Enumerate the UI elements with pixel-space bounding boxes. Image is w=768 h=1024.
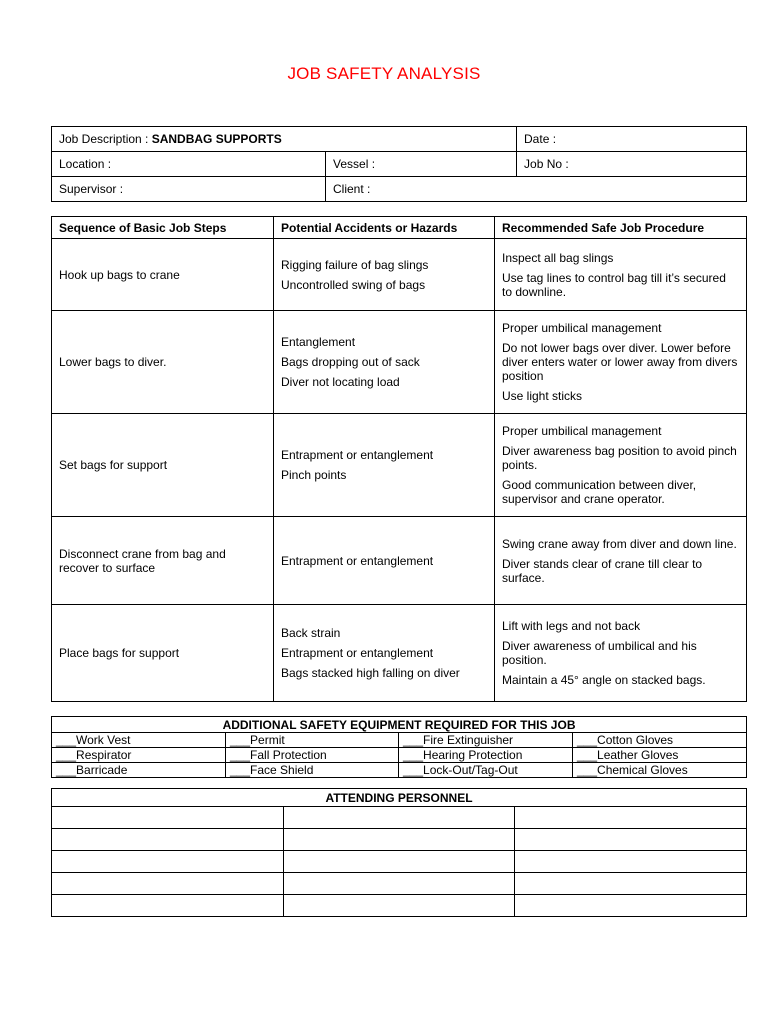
procedure-item: Diver awareness bag position to avoid pinch points. [502, 444, 737, 472]
hazard-item: Entrapment or entanglement [281, 646, 434, 660]
procedure-item: Diver stands clear of crane till clear to surface. [502, 556, 703, 585]
personnel-cell[interactable] [284, 873, 515, 895]
procedure-item: Inspect all bag slings [502, 250, 614, 265]
attending-personnel-table [51, 788, 747, 917]
personnel-cell[interactable] [52, 873, 284, 895]
job-description-label: Job Description : [59, 132, 149, 146]
equipment-item-barricade[interactable]: ___Barricade [52, 763, 226, 778]
job-description-value: SANDBAG SUPPORTS [151, 132, 282, 146]
hazard-item: Entanglement [281, 335, 356, 349]
personnel-cell[interactable] [52, 829, 284, 851]
procedure-cell [495, 311, 747, 414]
equipment-item-face-shield[interactable]: ___Face Shield [226, 763, 399, 778]
date-cell[interactable] [517, 127, 747, 152]
procedure-item: Good communication between diver, supervisor and crane operator. [502, 478, 697, 506]
job-no-label: Job No : [524, 157, 569, 171]
procedure-item: Maintain a 45° angle on stacked bags. [502, 673, 706, 687]
personnel-cell[interactable] [515, 829, 747, 851]
location-cell[interactable] [52, 152, 326, 177]
job-step-cell: Disconnect crane from bag and recover to surface [52, 517, 274, 605]
table-row [52, 873, 747, 895]
hazard-item: Diver not locating load [281, 375, 400, 389]
personnel-cell[interactable] [284, 807, 515, 829]
table-row [52, 763, 747, 778]
hazards-cell [274, 414, 495, 517]
equipment-item-hearing-protection[interactable]: ___Hearing Protection [399, 748, 573, 763]
personnel-cell[interactable] [284, 829, 515, 851]
procedure-item: Do not lower bags over diver. Lower before diver enters water or lower away from divers position [502, 341, 738, 383]
procedure-item: Swing crane away from diver and down line. [502, 536, 737, 551]
safety-equipment-table [51, 716, 747, 778]
supervisor-label: Supervisor : [59, 182, 124, 196]
equipment-item-permit[interactable]: ___Permit [226, 733, 399, 748]
column-header-hazards: Potential Accidents or Hazards [274, 217, 495, 239]
personnel-cell[interactable] [52, 807, 284, 829]
table-row [52, 807, 747, 829]
procedure-cell [495, 414, 747, 517]
hazard-item: Bags stacked high falling on diver [281, 666, 460, 680]
equipment-item-respirator[interactable]: ___Respirator [52, 748, 226, 763]
procedure-item: Proper umbilical management [502, 321, 662, 335]
table-row [52, 311, 747, 414]
personnel-cell[interactable] [515, 851, 747, 873]
job-step-cell: Hook up bags to crane [52, 239, 274, 311]
procedure-cell [495, 605, 747, 702]
table-row [52, 517, 747, 605]
procedure-item: Diver awareness of umbilical and his position. [502, 639, 697, 667]
job-step-cell: Place bags for support [52, 605, 274, 702]
equipment-item-cotton-gloves[interactable]: ___Cotton Gloves [573, 733, 747, 748]
table-row [52, 733, 747, 748]
hazard-item: Back strain [281, 626, 341, 640]
equipment-title: ADDITIONAL SAFETY EQUIPMENT REQUIRED FOR THIS JOB [52, 717, 747, 733]
table-row [52, 829, 747, 851]
hazards-cell [274, 311, 495, 414]
procedure-item: Lift with legs and not back [502, 619, 641, 633]
table-row [52, 605, 747, 702]
hazard-item: Bags dropping out of sack [281, 355, 420, 369]
date-label: Date : [524, 132, 557, 146]
column-header-procedure: Recommended Safe Job Procedure [495, 217, 747, 239]
table-row [52, 851, 747, 873]
vessel-label: Vessel : [333, 157, 376, 171]
personnel-cell[interactable] [52, 851, 284, 873]
personnel-cell[interactable] [515, 895, 747, 917]
table-row [52, 414, 747, 517]
hazard-item: Rigging failure of bag slings [281, 257, 429, 272]
hazard-item: Uncontrolled swing of bags [281, 277, 426, 292]
supervisor-cell[interactable] [52, 177, 326, 202]
job-step-cell: Set bags for support [52, 414, 274, 517]
hazard-item: Entrapment or entanglement [281, 448, 434, 462]
personnel-cell[interactable] [515, 873, 747, 895]
equipment-item-chemical-gloves[interactable]: ___Chemical Gloves [573, 763, 747, 778]
client-cell[interactable] [326, 177, 747, 202]
hazard-item: Entrapment or entanglement [281, 553, 434, 568]
job-header-table [51, 126, 747, 202]
job-steps-table [51, 216, 747, 702]
personnel-cell[interactable] [284, 895, 515, 917]
table-row [52, 748, 747, 763]
procedure-cell [495, 239, 747, 311]
location-label: Location : [59, 157, 112, 171]
document-title: JOB SAFETY ANALYSIS [287, 64, 481, 83]
hazard-item: Pinch points [281, 468, 347, 482]
job-step-cell: Lower bags to diver. [52, 311, 274, 414]
client-label: Client : [333, 182, 371, 196]
job-no-cell[interactable] [517, 152, 747, 177]
hazards-cell [274, 517, 495, 605]
equipment-item-lock-out-tag-out[interactable]: ___Lock-Out/Tag-Out [399, 763, 573, 778]
personnel-cell[interactable] [284, 851, 515, 873]
procedure-item: Use light sticks [502, 389, 583, 403]
personnel-cell[interactable] [52, 895, 284, 917]
hazards-cell [274, 605, 495, 702]
table-row [52, 239, 747, 311]
column-header-steps: Sequence of Basic Job Steps [52, 217, 274, 239]
table-row [52, 895, 747, 917]
equipment-item-work-vest[interactable]: ___Work Vest [52, 733, 226, 748]
vessel-cell[interactable] [326, 152, 517, 177]
equipment-item-leather-gloves[interactable]: ___Leather Gloves [573, 748, 747, 763]
hazards-cell [274, 239, 495, 311]
job-description-cell[interactable] [52, 127, 517, 152]
procedure-item: Proper umbilical management [502, 424, 662, 438]
procedure-item: Use tag lines to control bag till it’s secured to downline. [502, 270, 726, 299]
personnel-title: ATTENDING PERSONNEL [52, 789, 747, 807]
equipment-item-fall-protection[interactable]: ___Fall Protection [226, 748, 399, 763]
personnel-cell[interactable] [515, 807, 747, 829]
procedure-cell [495, 517, 747, 605]
equipment-item-fire-extinguisher[interactable]: ___Fire Extinguisher [399, 733, 573, 748]
